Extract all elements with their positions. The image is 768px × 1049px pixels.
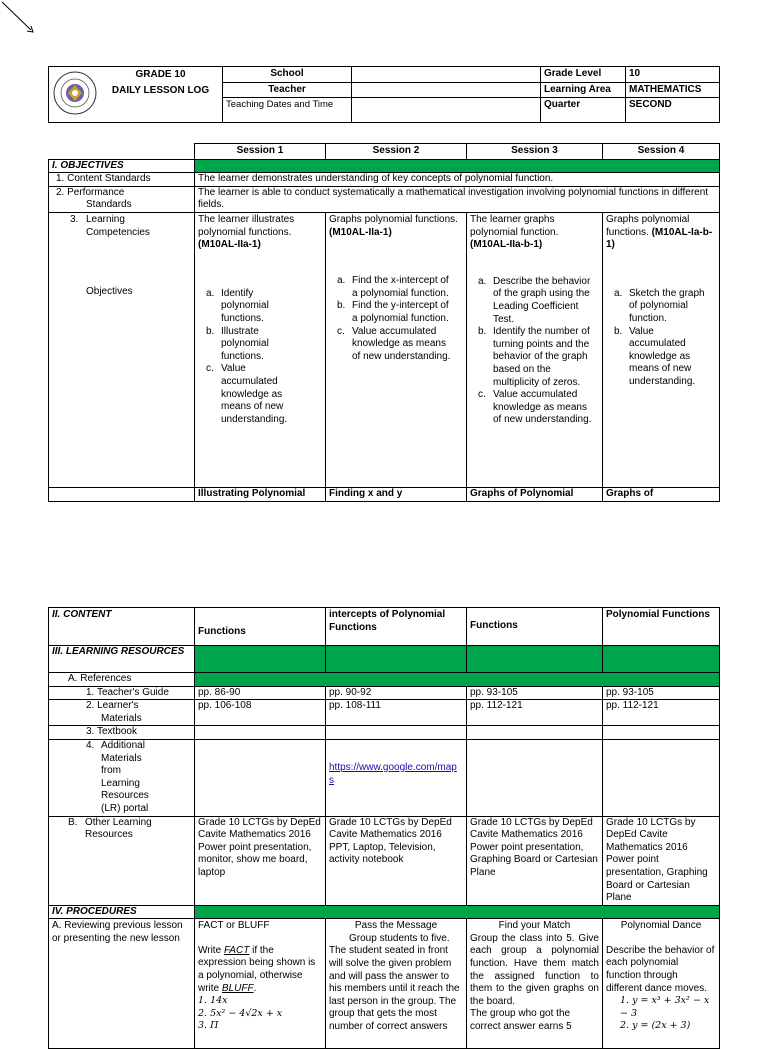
grade-label: GRADE 10 [135,69,186,80]
list-item: a. Sketch the graph of polynomial function. [614,287,705,324]
topic-bottom-s2: intercepts of Polynomial Functions [326,608,467,646]
teachers-guide-s4: pp. 93-105 [603,686,720,700]
s2-activity-title: Pass the Message [354,920,438,932]
grade-level-value: 10 [626,67,720,83]
session-2-header: Session 2 [326,144,467,160]
topic-top-s1: Illustrating Polynomial [195,487,326,501]
quarter-value: SECOND [626,98,720,123]
learners-materials-s4: pp. 112-121 [603,700,720,726]
competency-s4: Graphs polynomial functions. (M10AL-Ia-b-1) [606,213,713,251]
corner-arrow-icon [0,0,40,36]
session-4-header: Session 4 [603,144,720,160]
resources-green-s1 [195,646,326,673]
session-3-header: Session 3 [467,144,603,160]
review-lesson-label: A. Reviewing previous lesson or presenting the new lesson [49,919,195,1049]
teaching-dates-value [352,98,541,123]
learning-resources-heading: III. LEARNING RESOURCES [49,646,195,673]
learning-area-label: Learning Area [541,82,626,98]
teacher-value [352,82,541,98]
topic-top-s4: Graphs of [603,487,720,501]
content-standards-text: The learner demonstrates understanding of key concepts of polynomial function. [195,173,720,187]
performance-standards-text: The learner is able to conduct systematically a mathematical investigation involving polynomial functions in different fields. [195,186,720,212]
objectives-green-bar [195,159,720,173]
competency-s2: Graphs polynomial functions. (M10AL-IIa-1) [329,213,458,238]
list-item: b. Value accumulated knowledge as means of new understanding. [614,325,696,387]
procedures-heading: IV. PROCEDURES [49,905,195,919]
learning-area-value: MATHEMATICS [626,82,720,98]
competency-s3: The learner graphs polynomial function. (M10AL-IIa-b-1) [470,213,559,251]
list-item: a. Describe the behavior of the graph using the Leading Coefficient Test. [478,275,591,325]
deped-seal-logo [53,71,97,115]
s1-instructions: Write FACT if the expression being shown is a polynomial, otherwise write BLUFF. [198,944,316,994]
teachers-guide-label: 1. Teacher's Guide [49,686,195,700]
header-table [48,66,720,123]
objectives-list-s3 [470,276,594,427]
s1-item-1: 1. 14x [198,995,228,1007]
s1-activity-title: FACT or BLUFF [198,920,270,932]
learners-materials-s3: pp. 112-121 [467,700,603,726]
list-item: a. Identify polynomial functions. [206,287,269,324]
additional-materials-label: Additional Materials from Learning Resources (LR) portal [101,739,149,814]
content-standards-label: 1. Content Standards [56,173,151,185]
s3-activity-text: Group the class into 5. Give each group a polynomial function. Have them match the assigned function to them to the given graphs on the board. [470,932,599,1007]
references-green-bar [195,673,720,687]
session-1-header: Session 1 [195,144,326,160]
blank-corner-cell [49,144,195,160]
additional-materials-number: 4. [86,739,95,751]
other-resources-s3: Grade 10 LCTGs by DepEd Cavite Mathematics 2016 Power point presentation, Graphing Board or Cartesian Plane [467,816,603,905]
teachers-guide-s3: pp. 93-105 [467,686,603,700]
list-item: a. Find the x-intercept of a polynomial function. [337,275,449,299]
objectives-heading: I. OBJECTIVES [49,159,195,173]
objectives-list-s1 [198,288,302,427]
topic-bottom-s4: Polynomial Functions [603,608,720,646]
topic-bottom-s1: Functions [195,608,326,646]
s1-item-3: 3. Π [198,1020,219,1032]
teachers-guide-s2: pp. 90-92 [326,686,467,700]
content-procedures-table [48,607,720,1049]
quarter-label: Quarter [541,98,626,123]
s3-activity-title: Find your Match [498,920,571,932]
teacher-label: Teacher [223,82,352,98]
other-resources-number: B. [68,816,78,828]
resources-green-s3 [467,646,603,673]
content-heading: II. CONTENT [49,608,195,646]
resources-green-s2 [326,646,467,673]
teaching-dates-label: Teaching Dates and Time [223,98,352,123]
list-item: c. Value accumulated knowledge as means of new understanding. [337,325,451,362]
resources-green-s4 [603,646,720,673]
s4-activity-text: Describe the behavior of each polynomial function through different dance moves. [606,944,715,994]
list-item: b. Find the y-intercept of a polynomial function. [337,300,449,324]
header-title-cell [49,67,223,123]
list-item: c. Value accumulated knowledge as means of new understanding. [206,363,288,425]
list-item: c. Value accumulated knowledge as means of new understanding. [478,389,592,426]
learners-materials-s1: pp. 106-108 [195,700,326,726]
other-resources-s1: Grade 10 LCTGs by DepEd Cavite Mathematics 2016 Power point presentation, monitor, show me board, laptop [195,816,326,905]
performance-standards-label-2: Standards [86,199,132,211]
other-resources-s2: Grade 10 LCTGs by DepEd Cavite Mathematics 2016 PPT, Laptop, Television, activity notebook [326,816,467,905]
s4-item-1: 1. y = x³ + 3x² − x − 3 [620,995,710,1019]
school-value [352,67,541,83]
teachers-guide-s1: pp. 86-90 [195,686,326,700]
other-resources-label: Other Learning Resources [85,816,152,841]
s2-activity-text: Group students to five. The student seated in front will solve the given problem and will pass the answer to his members until it reach the last person in the group. The group that gets the most number of correct answers [329,932,460,1033]
content-topic-blank-top [49,487,195,501]
daily-lesson-log-title: DAILY LESSON LOG [111,85,210,96]
s4-item-2: 2. y = (2x + 3) [620,1020,691,1032]
procedures-green-bar [195,905,720,919]
google-maps-link[interactable]: https://www.google.com/maps [329,761,457,786]
other-resources-s4: Grade 10 LCTGs by DepEd Cavite Mathematics 2016 Power point presentation, Graphing Board or Cartesian Plane [603,816,720,905]
objectives-table [48,143,720,502]
list-item: b. Identify the number of turning points and the behavior of the graph based on the multiplicity of zeros. [478,326,590,388]
topic-bottom-s3: Functions [467,608,603,646]
learners-materials-label-1: 2. Learner's [86,700,139,712]
s4-activity-title: Polynomial Dance [620,920,702,932]
textbook-label: 3. Textbook [49,726,195,740]
performance-standards-label-1: 2. Performance [56,186,125,198]
learners-materials-label-2: Materials [101,712,142,724]
topic-top-s2: Finding x and y [326,487,467,501]
grade-level-label: Grade Level [541,67,626,83]
objectives-list-s2 [329,275,457,363]
s1-item-2: 2. 5x² − 4√2x + x [198,1007,283,1019]
s3-activity-text-2: The group who got the correct answer earns 5 [470,1008,572,1033]
learners-materials-s2: pp. 108-111 [326,700,467,726]
school-label: School [223,67,352,83]
topic-top-s3: Graphs of Polynomial [467,487,603,501]
objectives-list-s4 [606,288,712,389]
competency-s1: The learner illustrates polynomial functions. (M10AL-IIa-1) [198,213,295,251]
competencies-number: 3. [70,213,79,225]
objectives-label: Objectives [86,285,133,297]
competencies-label: Learning Competencies [86,213,150,238]
list-item: b. Illustrate polynomial functions. [206,325,269,362]
references-label: A. References [49,673,195,687]
